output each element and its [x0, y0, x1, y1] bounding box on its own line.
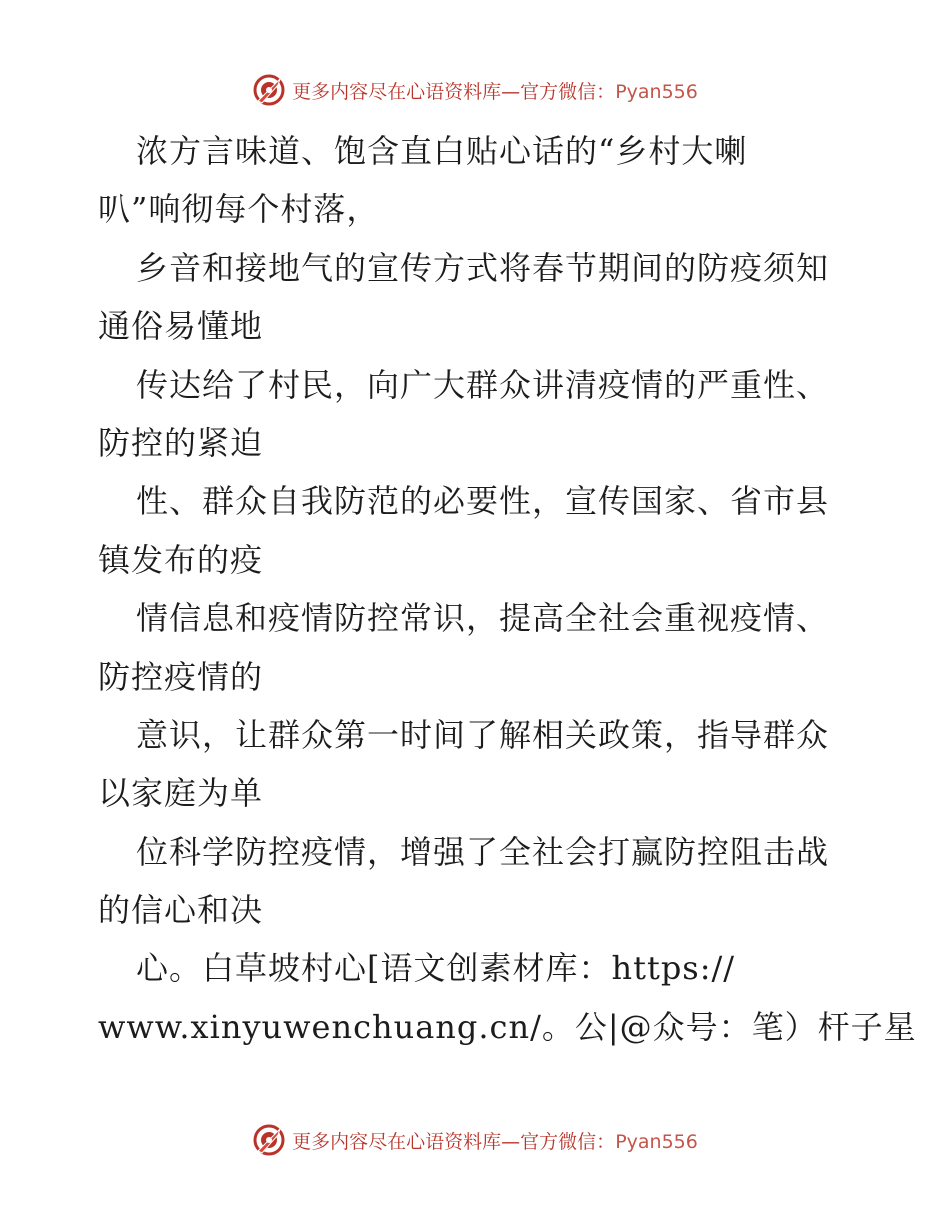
text-line: 浓方言味道、饱含直白贴心话的“乡村大喇 [136, 132, 748, 170]
text-line: 性、群众自我防范的必要性，宣传国家、省市县 [136, 482, 830, 521]
footer-banner-inner [252, 1123, 698, 1157]
header-banner [0, 70, 950, 110]
text-line: 的信心和决 [98, 891, 264, 930]
text-line: 传达给了村民，向广大群众讲清疫情的严重性、 [136, 365, 830, 404]
seal-pen-logo-icon [252, 1123, 286, 1157]
footer-banner-text [292, 1127, 698, 1154]
text-line: 心。白草坡村心[语文创素材库：https:// [136, 949, 736, 988]
text-line: 位科学防控疫情，增强了全社会打赢防控阻击战 [136, 832, 830, 871]
header-banner-text [292, 77, 698, 104]
text-line: 叭”响彻每个村落， [98, 190, 380, 229]
header-wechat-id: Pyan556 [615, 80, 698, 103]
text-line: 乡音和接地气的宣传方式将春节期间的防疫须知 [136, 248, 830, 287]
text-line: 以家庭为单 [98, 774, 264, 813]
text-line: 通俗易懂地 [98, 307, 264, 346]
text-line: 情信息和疫情防控常识，提高全社会重视疫情、 [136, 599, 830, 638]
text-line: 防控的紧迫 [98, 423, 264, 462]
header-brand: 更多内容尽在心语资料库 [292, 80, 502, 103]
header-separator: — [501, 80, 521, 103]
footer-wechat-id: Pyan556 [615, 1130, 698, 1153]
header-banner-inner [252, 73, 698, 107]
text-line: 镇发布的疫 [98, 540, 264, 579]
document-body [98, 122, 917, 1056]
seal-pen-logo-icon [252, 73, 286, 107]
footer-brand: 更多内容尽在心语资料库 [292, 1130, 502, 1153]
text-line: 防控疫情的 [98, 657, 264, 696]
footer-separator: — [501, 1130, 521, 1153]
footer-banner [0, 1120, 950, 1160]
url-line: www.xinyuwenchuang.cn/。公|@众号：笔）杆子星 [98, 1007, 917, 1046]
header-wechat-label: 官方微信： [520, 80, 616, 103]
footer-wechat-label: 官方微信： [520, 1130, 616, 1153]
text-line: 意识，让群众第一时间了解相关政策，指导群众 [136, 715, 830, 754]
